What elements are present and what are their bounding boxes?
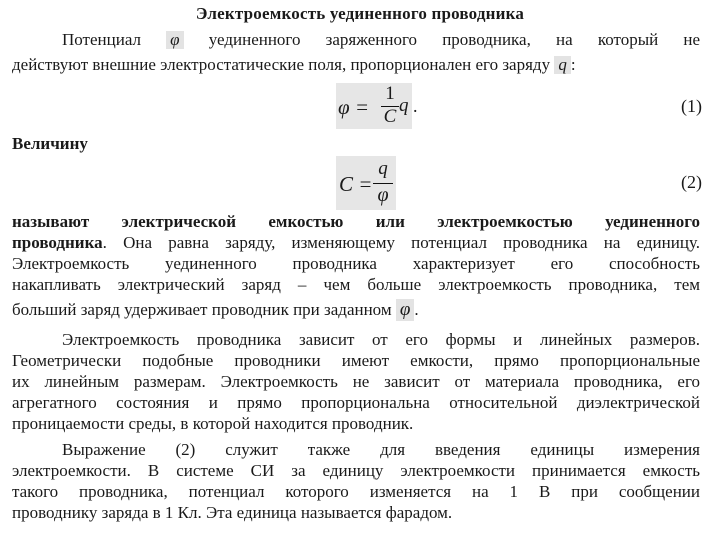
equation-number-1: (1): [681, 96, 702, 116]
formula-1-dot: .: [413, 96, 418, 116]
formula-1-rhs: q: [399, 95, 409, 116]
velichinu-label: Величину: [12, 134, 88, 153]
text: действуют внешние электростатические поля, пропорционален его заряду: [12, 55, 551, 74]
paragraph-2-line-3: Электроемкость уединенного проводника характеризует его способность: [12, 254, 700, 273]
paragraph-2-line-2: [12, 233, 700, 253]
equation-number-2: (2): [681, 172, 702, 192]
formula-2-lhs: C =: [339, 172, 373, 196]
paragraph-1-line-2: [12, 55, 700, 75]
text: :: [570, 55, 576, 74]
formula-1-numerator: 1: [385, 83, 395, 104]
page-title: Электроемкость уединенного проводника: [195, 4, 525, 23]
paragraph-4-line-2: электроемкости. В системе СИ за единицу электроемкости принимается емкость: [12, 461, 700, 480]
paragraph-4-line-1: Выражение (2) служит также для введения единицы измерения: [62, 440, 700, 459]
text: уединенного заряженного проводника, на который не: [208, 30, 701, 49]
paragraph-3-line-4: агрегатного состояния и прямо пропорциональна относительной диэлектрической: [12, 393, 700, 412]
formula-2: [336, 156, 396, 210]
formula-1-lhs: φ =: [338, 95, 370, 119]
paragraph-4-line-4: проводнику заряда в 1 Кл. Эта единица называется фарадом.: [12, 503, 453, 522]
paragraph-3-line-1: Электроемкость проводника зависит от его формы и линейных размеров.: [62, 330, 700, 349]
paragraph-2-line-4: накапливать электрический заряд – чем больше электроемкость проводника, тем: [12, 275, 700, 294]
text: . Она равна заряду, изменяющему потенциал проводника на единицу.: [102, 233, 700, 252]
formula-2-denominator: φ: [377, 184, 389, 206]
paragraph-1-line-1: [12, 30, 700, 50]
formula-1-denominator: C: [383, 106, 397, 127]
paragraph-2-line-5: [12, 299, 700, 321]
phi-symbol: φ: [166, 31, 183, 49]
text-bold: проводника: [12, 233, 103, 252]
paragraph-3-line-2: Геометрически подобные проводники имеют емкости, прямо пропорциональные: [12, 351, 700, 370]
text: больший заряд удерживает проводник при заданном: [12, 300, 392, 319]
paragraph-3-line-5: проницаемости среды, в которой находится проводник.: [12, 414, 414, 433]
paragraph-2-line-1: называют электрической емкостью или электроемкостью уединенного: [12, 212, 700, 231]
paragraph-4-line-3: такого проводника, потенциал которого изменяется на 1 В при сообщении: [12, 482, 700, 501]
paragraph-3-line-3: их линейным размерам. Электроемкость не зависит от материала проводника, его: [12, 372, 700, 391]
formula-2-numerator: q: [378, 158, 388, 179]
phi-symbol: φ: [396, 299, 415, 321]
text: Потенциал: [62, 30, 141, 49]
q-symbol: q: [554, 56, 571, 74]
text: .: [414, 300, 419, 319]
formula-1: [336, 83, 412, 129]
